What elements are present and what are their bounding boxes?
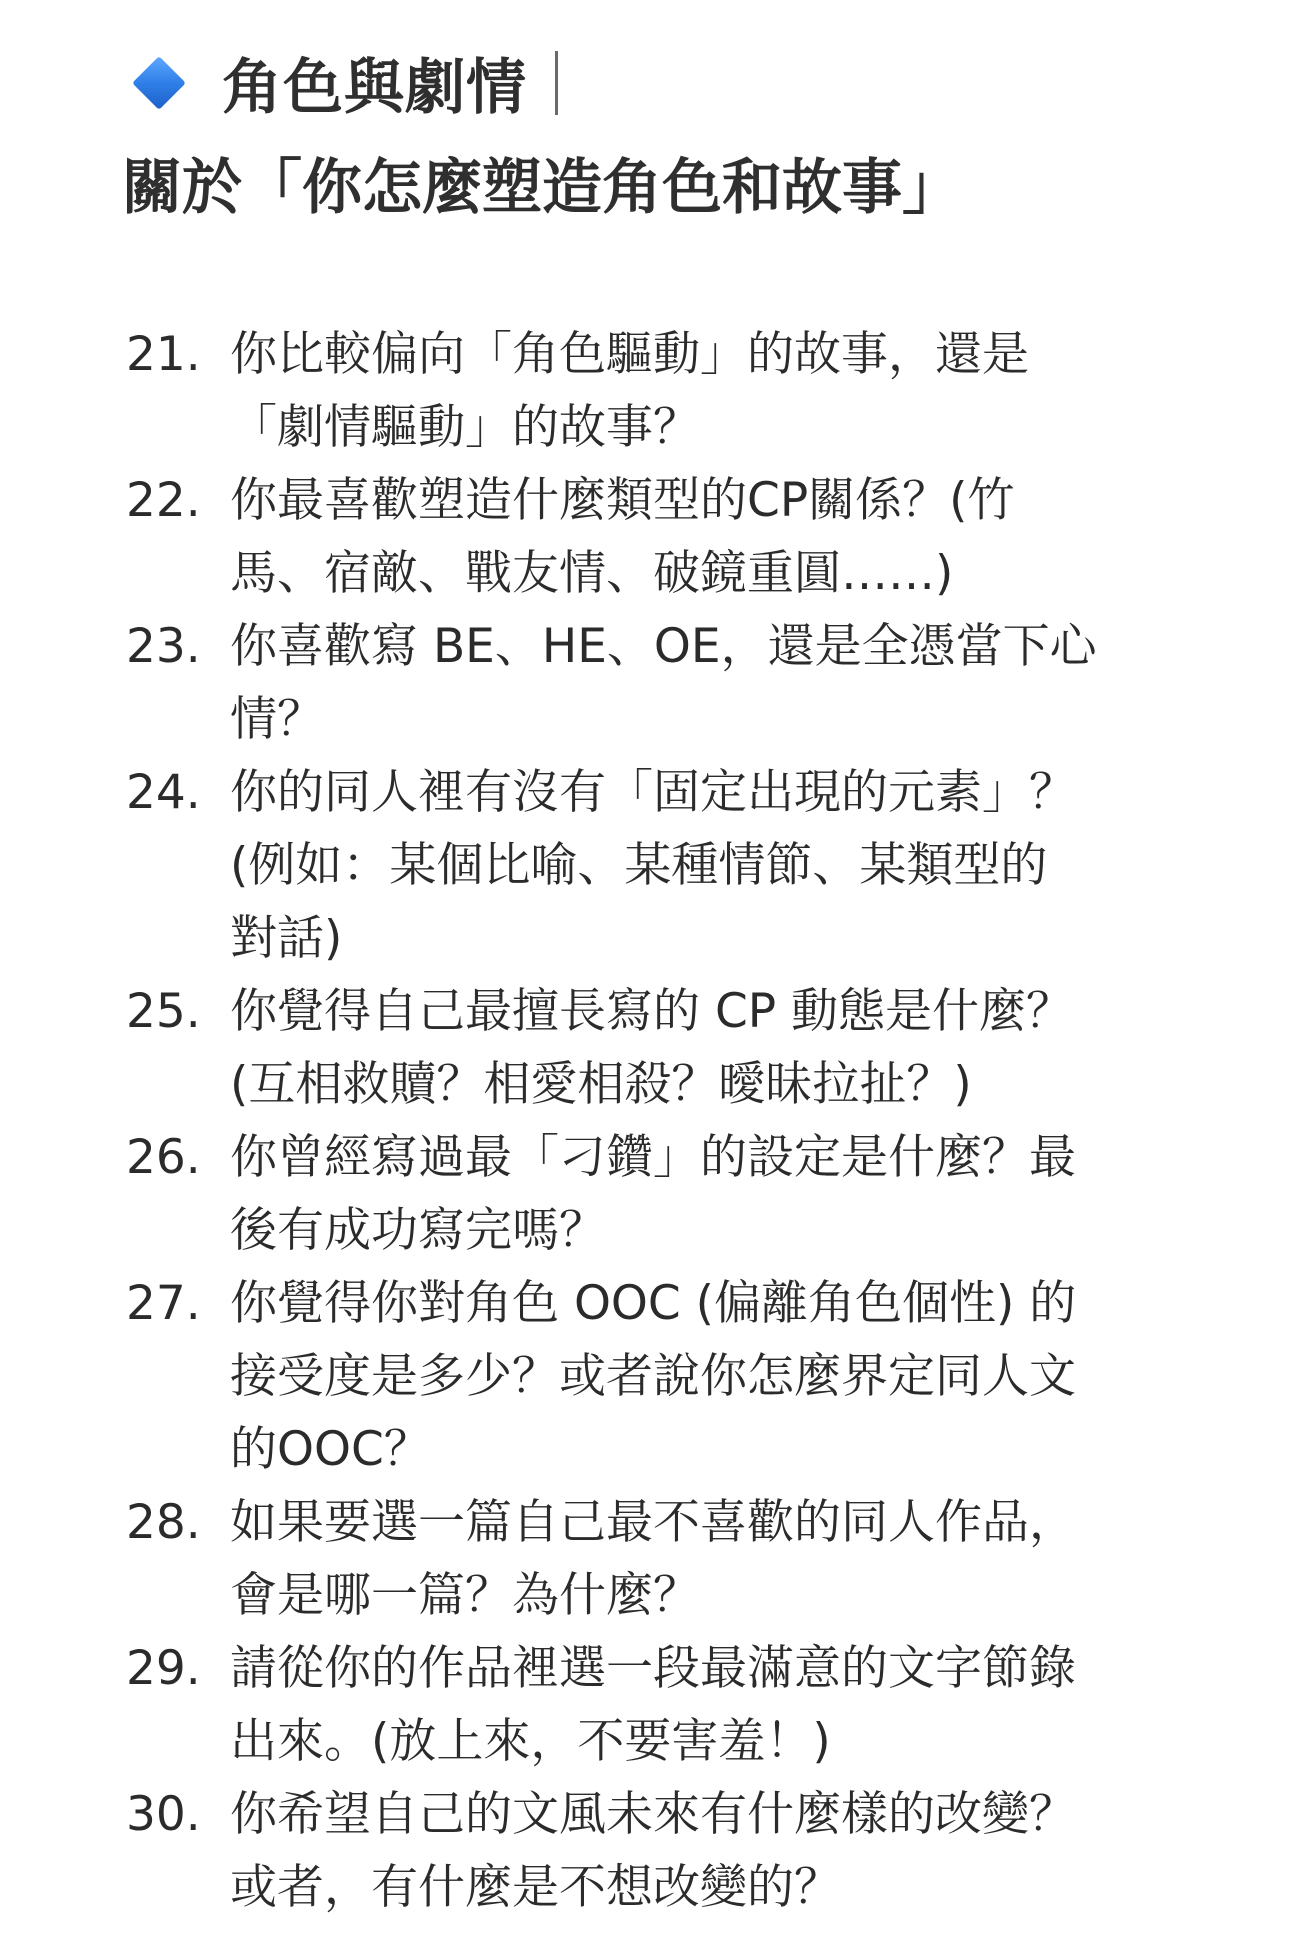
section-header — [132, 40, 558, 126]
question-number: 30. — [126, 1787, 201, 1842]
question-number: 22. — [126, 473, 201, 528]
question-text: 你曾經寫過最「刁鑽」的設定是什麼？最 後有成功寫完嗎？ — [230, 1130, 1076, 1258]
question-text: 你喜歡寫 BE、HE、OE，還是全憑當下心 情？ — [230, 619, 1097, 747]
question-list — [0, 318, 1290, 1924]
question-number: 24. — [126, 765, 201, 820]
list-item — [0, 610, 1290, 756]
list-item — [0, 756, 1290, 975]
question-text: 你覺得你對角色 OOC (偏離角色個性) 的 接受度是多少？或者說你怎麼界定同人文 的OOC？ — [230, 1276, 1077, 1477]
question-number: 23. — [126, 619, 201, 674]
section-title: 角色與劇情 — [222, 53, 527, 123]
list-item — [0, 464, 1290, 610]
list-item — [0, 1121, 1290, 1267]
blue-diamond-icon — [132, 56, 186, 110]
question-text: 你覺得自己最擅長寫的 CP 動態是什麼？ (互相救贖？相愛相殺？曖昧拉扯？) — [230, 984, 1074, 1112]
list-item — [0, 975, 1290, 1121]
list-item — [0, 1778, 1290, 1924]
question-text: 你比較偏向「角色驅動」的故事，還是 「劇情驅動」的故事？ — [230, 327, 1029, 455]
text-cursor — [555, 51, 558, 115]
question-number: 26. — [126, 1130, 201, 1185]
question-text: 請從你的作品裡選一段最滿意的文字節錄 出來。(放上來，不要害羞！) — [230, 1641, 1076, 1769]
section-subtitle: 關於「你怎麼塑造角色和故事」 — [122, 153, 962, 223]
question-text: 你的同人裡有沒有「固定出現的元素」？ (例如：某個比喻、某種情節、某類型的 對話) — [230, 765, 1076, 966]
list-item — [0, 1267, 1290, 1486]
list-item — [0, 318, 1290, 464]
question-text: 你希望自己的文風未來有什麼樣的改變？ 或者，有什麼是不想改變的？ — [230, 1787, 1076, 1915]
list-item — [0, 1632, 1290, 1778]
question-number: 29. — [126, 1641, 201, 1696]
question-number: 25. — [126, 984, 201, 1039]
question-number: 28. — [126, 1495, 201, 1550]
list-item — [0, 1486, 1290, 1632]
question-text: 你最喜歡塑造什麼類型的CP關係？(竹 馬、宿敵、戰友情、破鏡重圓……) — [230, 473, 1015, 601]
question-number: 27. — [126, 1276, 201, 1331]
question-text: 如果要選一篇自己最不喜歡的同人作品， 會是哪一篇？為什麼？ — [230, 1495, 1076, 1623]
question-number: 21. — [126, 327, 201, 382]
